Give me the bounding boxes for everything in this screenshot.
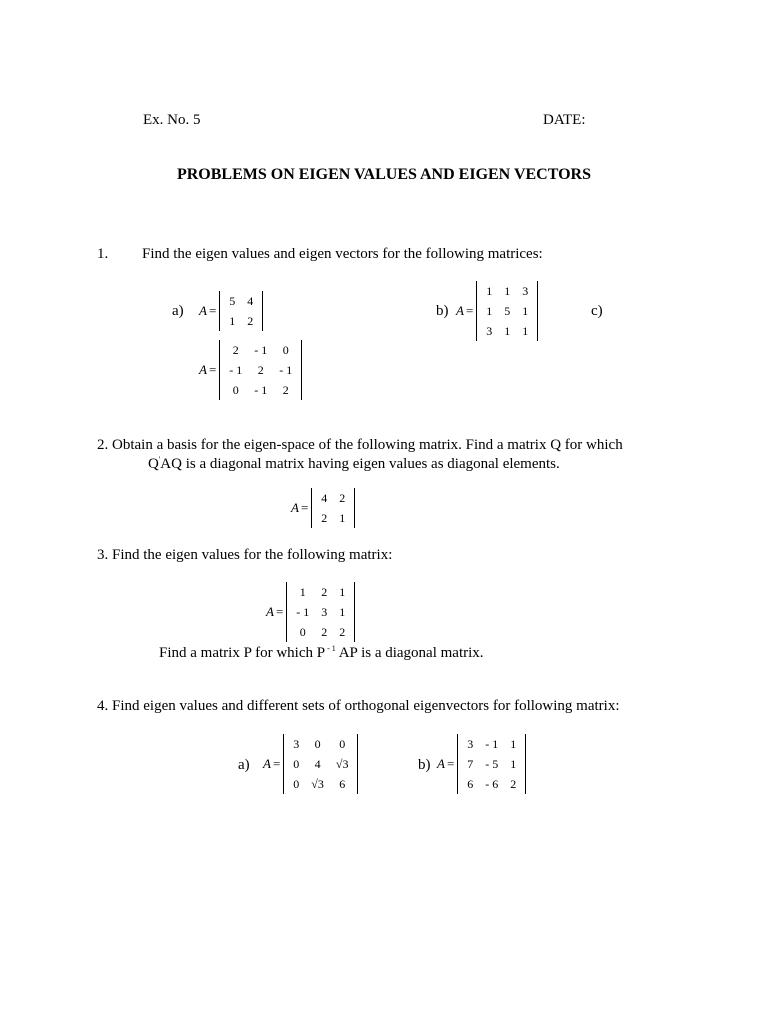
q4-text: 4. Find eigen values and different sets of orthogonal eigenvectors for following matrix:	[97, 698, 620, 714]
matrix-cell: 1	[504, 324, 511, 338]
matrix-cell: 2	[339, 491, 346, 505]
matrix-cell: 6	[339, 777, 346, 791]
equals-sign: =	[208, 303, 217, 318]
equals-sign: =	[275, 604, 284, 619]
matrix-row	[480, 321, 534, 341]
matrix-cell: - 5	[485, 757, 499, 771]
matrix-row	[287, 754, 354, 774]
q2-text-line2: Q'AQ is a diagonal matrix having eigen values as diagonal elements.	[148, 455, 560, 472]
matrix-body	[223, 340, 298, 400]
matrix-lhs: A	[291, 500, 299, 515]
matrix-cell: 0	[299, 625, 306, 639]
equals-sign: =	[300, 500, 309, 515]
matrix-body	[223, 291, 259, 331]
q1-text: Find the eigen values and eigen vectors for the following matrices:	[142, 246, 543, 262]
matrix-cell: - 1	[296, 605, 310, 619]
matrix-cell: - 1	[254, 383, 268, 397]
matrix-row	[287, 774, 354, 794]
matrix-row	[315, 488, 351, 508]
matrix-cell: 7	[467, 757, 474, 771]
matrix-cell: 1	[339, 511, 346, 525]
matrix-row	[480, 281, 534, 301]
exercise-number: Ex. No. 5	[143, 112, 201, 128]
q4-a-label: a)	[238, 757, 250, 773]
matrix-cell: 2	[321, 585, 328, 599]
matrix-cell: 0	[339, 737, 346, 751]
matrix-cell: 4	[247, 294, 254, 308]
matrix-cell: 1	[522, 304, 529, 318]
equals-sign: =	[465, 303, 474, 318]
matrix-row	[290, 622, 351, 642]
matrix-cell: 1	[229, 314, 236, 328]
matrix-cell: 2	[232, 343, 239, 357]
matrix-cell: 3	[486, 324, 493, 338]
matrix-cell: 3	[467, 737, 474, 751]
q1-matrix-a	[199, 291, 263, 331]
matrix-cell: 4	[314, 757, 321, 771]
matrix-cell: - 1	[485, 737, 499, 751]
matrix-cell: - 1	[279, 363, 293, 377]
q3-text-line2: Find a matrix P for which P $^{- 1}$ AP is a diagonal matrix.	[159, 644, 484, 661]
matrix-cell: 0	[282, 343, 289, 357]
matrix-cell: 2	[510, 777, 517, 791]
matrix-cell: 1	[522, 324, 529, 338]
q3-text-line1: 3. Find the eigen values for the following matrix:	[97, 547, 393, 563]
matrix-cell: 0	[232, 383, 239, 397]
matrix-cell: 2	[339, 625, 346, 639]
matrix-cell: 1	[510, 757, 517, 771]
matrix-cell: 2	[257, 363, 264, 377]
q1-c-label: c)	[591, 303, 603, 319]
matrix-cell: 1	[486, 284, 493, 298]
matrix-lhs: A	[437, 756, 445, 771]
page-title: PROBLEMS ON EIGEN VALUES AND EIGEN VECTORS	[176, 166, 592, 183]
matrix-body	[480, 281, 534, 341]
matrix-cell: 1	[339, 585, 346, 599]
matrix-body	[287, 734, 354, 794]
matrix-row	[287, 734, 354, 754]
matrix-row	[461, 734, 522, 754]
matrix-cell: 1	[504, 284, 511, 298]
matrix-cell: 5	[229, 294, 236, 308]
matrix-body	[290, 582, 351, 642]
matrix-cell: 0	[314, 737, 321, 751]
q2-text-line1: 2. Obtain a basis for the eigen-space of the following matrix. Find a matrix Q for which	[97, 437, 623, 453]
matrix-cell: 2	[282, 383, 289, 397]
matrix-cell: 3	[293, 737, 300, 751]
matrix-cell: 1	[299, 585, 306, 599]
matrix-cell: - 6	[485, 777, 499, 791]
matrix-lhs: A	[266, 604, 274, 619]
q4-b-label: b)	[418, 757, 431, 773]
matrix-cell: 1	[510, 737, 517, 751]
matrix-cell: √3	[311, 777, 324, 791]
matrix-body	[461, 734, 522, 794]
q1-b-label: b)	[436, 303, 449, 319]
q4-matrix-a	[263, 734, 358, 794]
matrix-cell: - 1	[229, 363, 243, 377]
q1-number: 1.	[97, 246, 109, 262]
matrix-row	[223, 360, 298, 380]
matrix-cell: 1	[486, 304, 493, 318]
matrix-cell: 3	[321, 605, 328, 619]
matrix-row	[480, 301, 534, 321]
matrix-row	[290, 582, 351, 602]
matrix-lhs: A	[199, 303, 207, 318]
q3-matrix	[266, 582, 355, 642]
matrix-cell: 3	[522, 284, 529, 298]
matrix-cell: 4	[321, 491, 328, 505]
matrix-row	[315, 508, 351, 528]
matrix-lhs: A	[263, 756, 271, 771]
q2-matrix	[291, 488, 355, 528]
matrix-cell: √3	[335, 757, 349, 771]
equals-sign: =	[446, 756, 455, 771]
date-label: DATE:	[543, 112, 586, 128]
matrix-row	[461, 774, 522, 794]
matrix-cell: 1	[339, 605, 346, 619]
matrix-cell: 2	[321, 625, 328, 639]
matrix-cell: 6	[467, 777, 474, 791]
q1-a-label: a)	[172, 303, 184, 319]
matrix-cell: 0	[293, 777, 300, 791]
matrix-row	[223, 380, 298, 400]
q1-matrix-c	[199, 340, 302, 400]
matrix-row	[223, 291, 259, 311]
matrix-row	[290, 602, 351, 622]
matrix-lhs: A	[199, 362, 207, 377]
equals-sign: =	[272, 756, 281, 771]
matrix-row	[223, 311, 259, 331]
matrix-cell: 5	[504, 304, 511, 318]
q1-matrix-b	[456, 281, 538, 341]
matrix-cell: 2	[247, 314, 254, 328]
matrix-cell: 2	[321, 511, 328, 525]
matrix-cell: 0	[293, 757, 300, 771]
matrix-body	[315, 488, 351, 528]
matrix-lhs: A	[456, 303, 464, 318]
matrix-row	[461, 754, 522, 774]
matrix-cell: - 1	[254, 343, 268, 357]
matrix-row	[223, 340, 298, 360]
equals-sign: =	[208, 362, 217, 377]
q4-matrix-b	[437, 734, 526, 794]
